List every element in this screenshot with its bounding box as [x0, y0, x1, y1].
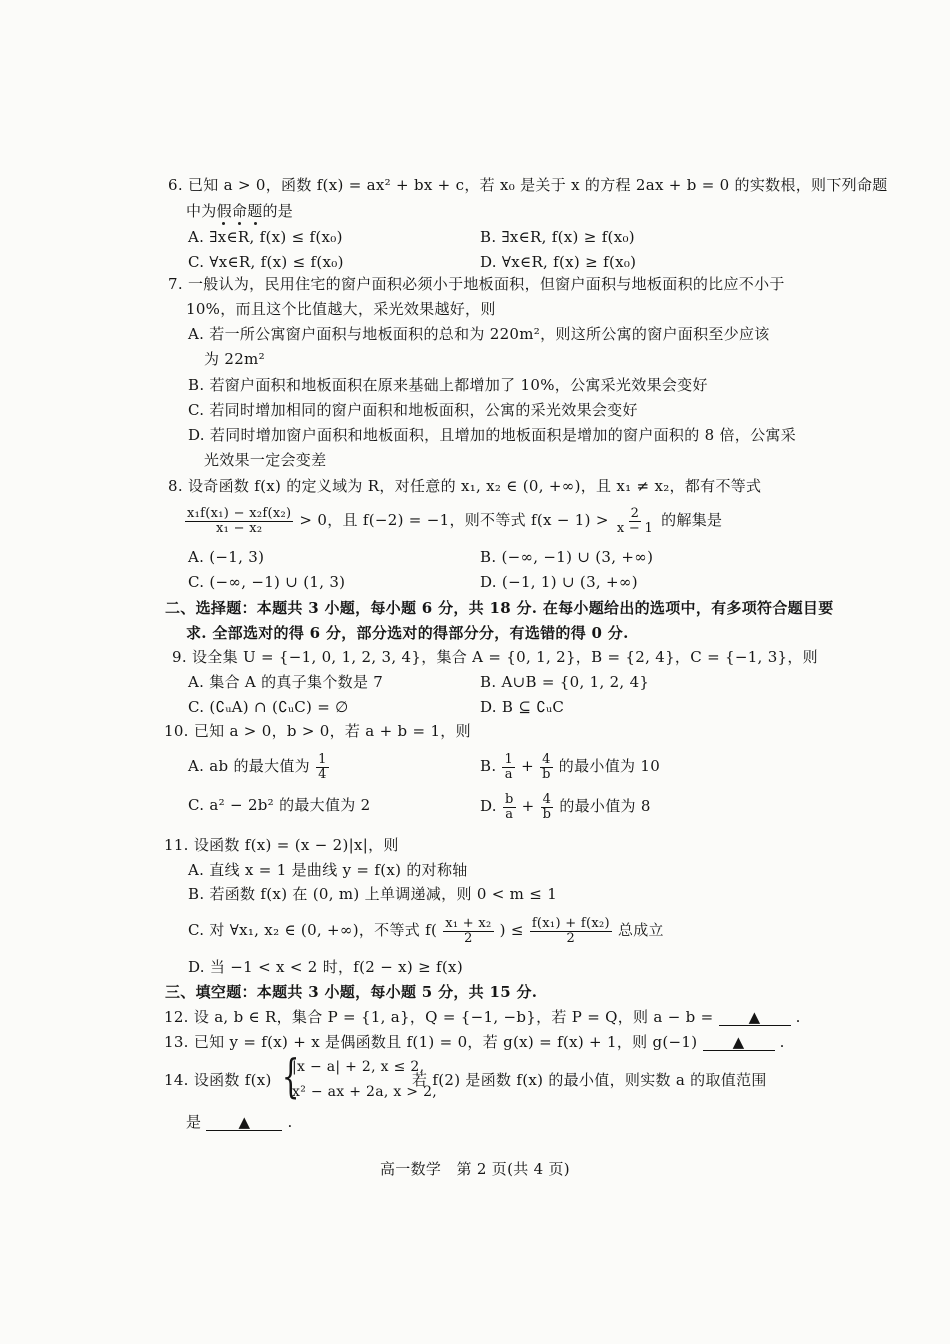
q8-option-b: B. (−∞, −1) ∪ (3, +∞): [480, 548, 654, 566]
q7-option-a-line1: A. 若一所公寓窗户面积与地板面积的总和为 220m²，则这所公寓的窗户面积至少应该: [188, 325, 770, 343]
q9-option-b: B. A∪B = {0, 1, 2, 4}: [480, 673, 650, 691]
q14-case-2: x² − ax + 2a, x > 2,: [292, 1084, 438, 1100]
q14-answer-blank[interactable]: ▲: [206, 1114, 282, 1131]
q10-option-a: A. ab 的最大值为 $\frac{1}{4}$: [188, 751, 327, 782]
q14-stem: 若 f(2) 是函数 f(x) 的最小值，则实数 a 的取值范围: [412, 1071, 767, 1089]
q6-stem-line1: 6. 已知 a > 0，函数 f(x) = ax² + bx + c，若 x₀ 是关于 x 的方程 2ax + b = 0 的实数根，则下列命题: [168, 176, 888, 194]
q8-fraction-1: $\frac{\text{x₁f(x₁) − x₂f(x₂)}}{\text{x₁ − x₂}}$: [187, 505, 292, 536]
q13-line: 13. 已知 y = f(x) + x 是偶函数且 f(1) = 0，若 g(x) = f(x) + 1，则 g(−1) ▲ .: [164, 1033, 785, 1051]
emphasis-dot: [222, 222, 225, 225]
page-footer: 高一数学 第 2 页(共 4 页): [380, 1160, 570, 1178]
q14-line2: 是 ▲ .: [186, 1113, 293, 1131]
q10-option-b: B. $\frac{1}{a}$ + $\frac{4}{b}$ 的最小值为 10: [480, 751, 661, 782]
q11-stem: 11. 设函数 f(x) = (x − 2)|x|，则: [164, 836, 399, 854]
q10-a-fraction: $\frac{1}{4}$: [318, 751, 327, 782]
emphasis-dot: [238, 222, 241, 225]
piecewise-brace: {: [281, 1049, 300, 1103]
q8-fraction-2: $\frac{2}{x - 1}$: [616, 505, 654, 536]
section-2-heading-line2: 求. 全部选对的得 6 分，部分选对的得部分分，有选错的得 0 分.: [186, 624, 629, 642]
q6-option-c: C. ∀x∈R, f(x) ≤ f(x₀): [188, 253, 344, 271]
q8-stem-line2: $\frac{\text{x₁f(x₁) − x₂f(x₂)}}{\text{x₁ − x₂}}$ > 0，且 f(−2) = −1，则不等式 f(x − 1) > $\frac{2}{x - 1}$ 的解集是: [187, 505, 723, 536]
section-3-heading: 三、填空题：本题共 3 小题，每小题 5 分，共 15 分.: [165, 983, 538, 1001]
q12-answer-blank[interactable]: ▲: [719, 1009, 791, 1026]
q7-stem-line1: 7. 一般认为，民用住宅的窗户面积必须小于地板面积，但窗户面积与地板面积的比应不小于: [168, 275, 785, 293]
q10-stem: 10. 已知 a > 0，b > 0，若 a + b = 1，则: [164, 722, 471, 740]
q7-option-b: B. 若窗户面积和地板面积在原来基础上都增加了 10%，公寓采光效果会变好: [188, 376, 708, 394]
q6-option-b: B. ∃x∈R, f(x) ≥ f(x₀): [480, 228, 635, 246]
q8-stem-line1: 8. 设奇函数 f(x) 的定义域为 R，对任意的 x₁, x₂ ∈ (0, +∞)，且 x₁ ≠ x₂，都有不等式: [168, 477, 762, 495]
q7-option-c: C. 若同时增加相同的窗户面积和地板面积，公寓的采光效果会变好: [188, 401, 638, 419]
q8-option-d: D. (−1, 1) ∪ (3, +∞): [480, 573, 638, 591]
q9-stem: 9. 设全集 U = {−1, 0, 1, 2, 3, 4}，集合 A = {0, 1, 2}，B = {2, 4}，C = {−1, 3}，则: [172, 648, 818, 666]
q10-option-d: D. $\frac{b}{a}$ + $\frac{4}{b}$ 的最小值为 8: [480, 791, 651, 822]
q11-option-c: C. 对 ∀x₁, x₂ ∈ (0, +∞)，不等式 f( $\frac{\text{x₁ + x₂}}{2}$ ) ≤ $\frac{\text{f(x₁) + f(x₂)}}{2}$ 总成立: [188, 915, 664, 946]
q14-prefix: 14. 设函数 f(x): [164, 1071, 272, 1089]
q6-stem-line2: 中为假命题的是: [186, 202, 294, 220]
q7-option-d-line2: 光效果一定会变差: [204, 451, 327, 469]
q6-option-d: D. ∀x∈R, f(x) ≥ f(x₀): [480, 253, 637, 271]
q8-option-c: C. (−∞, −1) ∪ (1, 3): [188, 573, 346, 591]
q9-option-a: A. 集合 A 的真子集个数是 7: [188, 673, 384, 691]
q7-option-a-line2: 为 22m²: [204, 350, 265, 368]
q11-option-d: D. 当 −1 < x < 2 时，f(2 − x) ≥ f(x): [188, 958, 463, 976]
q14-case-1: |x − a| + 2, x ≤ 2,: [292, 1059, 425, 1075]
q12-line: 12. 设 a, b ∈ R，集合 P = {1, a}，Q = {−1, −b}，若 P = Q，则 a − b = ▲ .: [164, 1008, 801, 1026]
emphasis-dot: [254, 222, 257, 225]
q8-option-a: A. (−1, 3): [188, 548, 265, 566]
q13-answer-blank[interactable]: ▲: [703, 1034, 775, 1051]
q9-option-d: D. B ⊆ ∁ᵤC: [480, 698, 565, 716]
q11-option-a: A. 直线 x = 1 是曲线 y = f(x) 的对称轴: [188, 861, 468, 879]
q10-option-c: C. a² − 2b² 的最大值为 2: [188, 796, 371, 814]
section-2-heading-line1: 二、选择题：本题共 3 小题，每小题 6 分，共 18 分. 在每小题给出的选项中，有多项符合题目要: [165, 599, 834, 617]
q7-stem-line2: 10%，而且这个比值越大，采光效果越好，则: [186, 300, 496, 318]
q9-option-c: C. (∁ᵤA) ∩ (∁ᵤC) = ∅: [188, 698, 349, 716]
q7-option-d-line1: D. 若同时增加窗户面积和地板面积，且增加的地板面积是增加的窗户面积的 8 倍，公寓采: [188, 426, 797, 444]
q11-option-b: B. 若函数 f(x) 在 (0, m) 上单调递减，则 0 < m ≤ 1: [188, 885, 558, 903]
q6-option-a: A. ∃x∈R, f(x) ≤ f(x₀): [188, 228, 343, 246]
